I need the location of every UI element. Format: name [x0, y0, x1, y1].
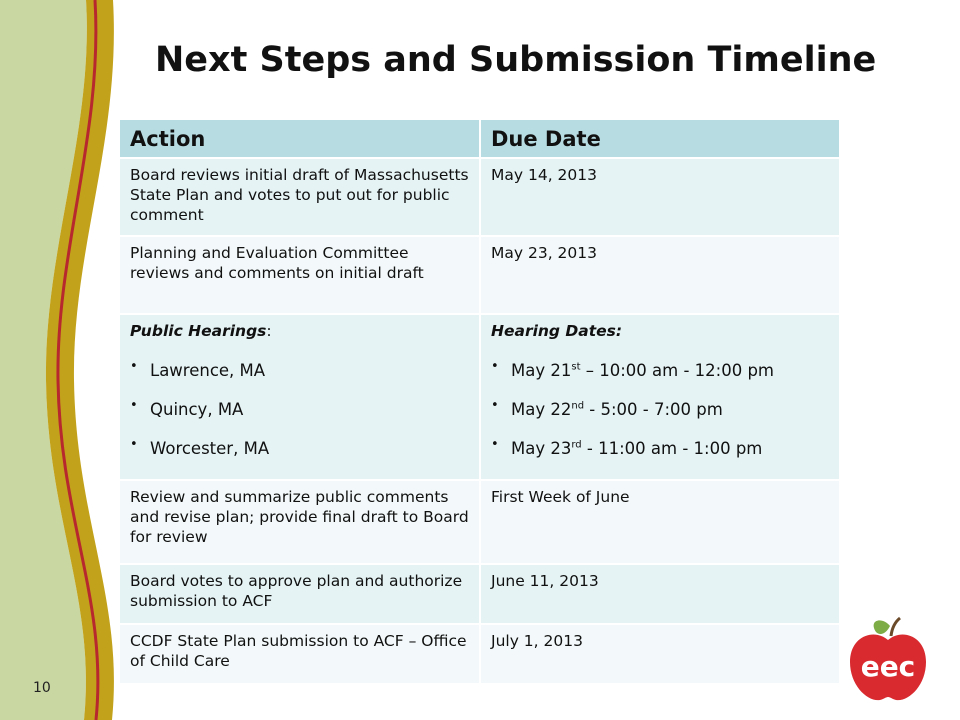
bullet-icon: •: [130, 397, 138, 413]
page-number: 10: [33, 680, 51, 696]
list-item: • May 23rd - 11:00 am - 1:00 pm: [491, 437, 763, 459]
list-item: • May 21st – 10:00 am - 12:00 pm: [491, 358, 775, 380]
left-decorative-band: [0, 0, 140, 720]
table-row: [120, 236, 840, 314]
bullet-icon: •: [491, 437, 499, 453]
action-cell: Board reviews initial draft of Massachusetts State Plan and votes to put out for public comment: [120, 158, 480, 236]
bullet-icon: •: [491, 397, 499, 413]
list-item: • May 22nd - 5:00 - 7:00 pm: [491, 397, 723, 419]
table-row: [120, 480, 840, 564]
due-date-cell: May 23, 2013: [480, 236, 840, 314]
bullet-icon: •: [130, 437, 138, 453]
hearing-locations-list: [130, 360, 469, 459]
due-date-cell: May 14, 2013: [480, 158, 840, 236]
due-date-cell: [480, 314, 840, 480]
hearing-dates-heading: Hearing Dates:: [491, 322, 623, 340]
header-action: Action: [120, 120, 480, 158]
apple-stem-icon: [891, 618, 900, 636]
list-item: • Lawrence, MA: [130, 358, 266, 380]
action-cell: CCDF State Plan submission to ACF – Office of Child Care: [120, 624, 480, 683]
table-row: [120, 158, 840, 236]
public-hearings-heading: Public Hearings:: [130, 322, 272, 340]
bullet-icon: •: [130, 358, 138, 374]
action-cell: [120, 314, 480, 480]
list-item: • Quincy, MA: [130, 397, 244, 419]
due-date-cell: First Week of June: [480, 480, 840, 564]
table-row: [120, 624, 840, 683]
timeline-table: [120, 120, 841, 683]
table-row: [120, 564, 840, 624]
due-date-cell: July 1, 2013: [480, 624, 840, 683]
eec-apple-logo: [846, 614, 930, 704]
logo-text: eec: [860, 650, 916, 683]
due-date-cell: June 11, 2013: [480, 564, 840, 624]
list-item: • Worcester, MA: [130, 437, 270, 459]
action-cell: Board votes to approve plan and authorize submission to ACF: [120, 564, 480, 624]
action-cell: Review and summarize public comments and revise plan; provide final draft to Board for review: [120, 480, 480, 564]
table-row-hearings: [120, 314, 840, 480]
action-cell: Planning and Evaluation Committee reviews and comments on initial draft: [120, 236, 480, 314]
header-due-date: Due Date: [480, 120, 840, 158]
table-header-row: [120, 120, 840, 158]
slide-title: Next Steps and Submission Timeline: [155, 40, 877, 80]
hearing-dates-list: [491, 360, 829, 459]
bullet-icon: •: [491, 358, 499, 374]
apple-leaf-icon: [874, 620, 890, 634]
